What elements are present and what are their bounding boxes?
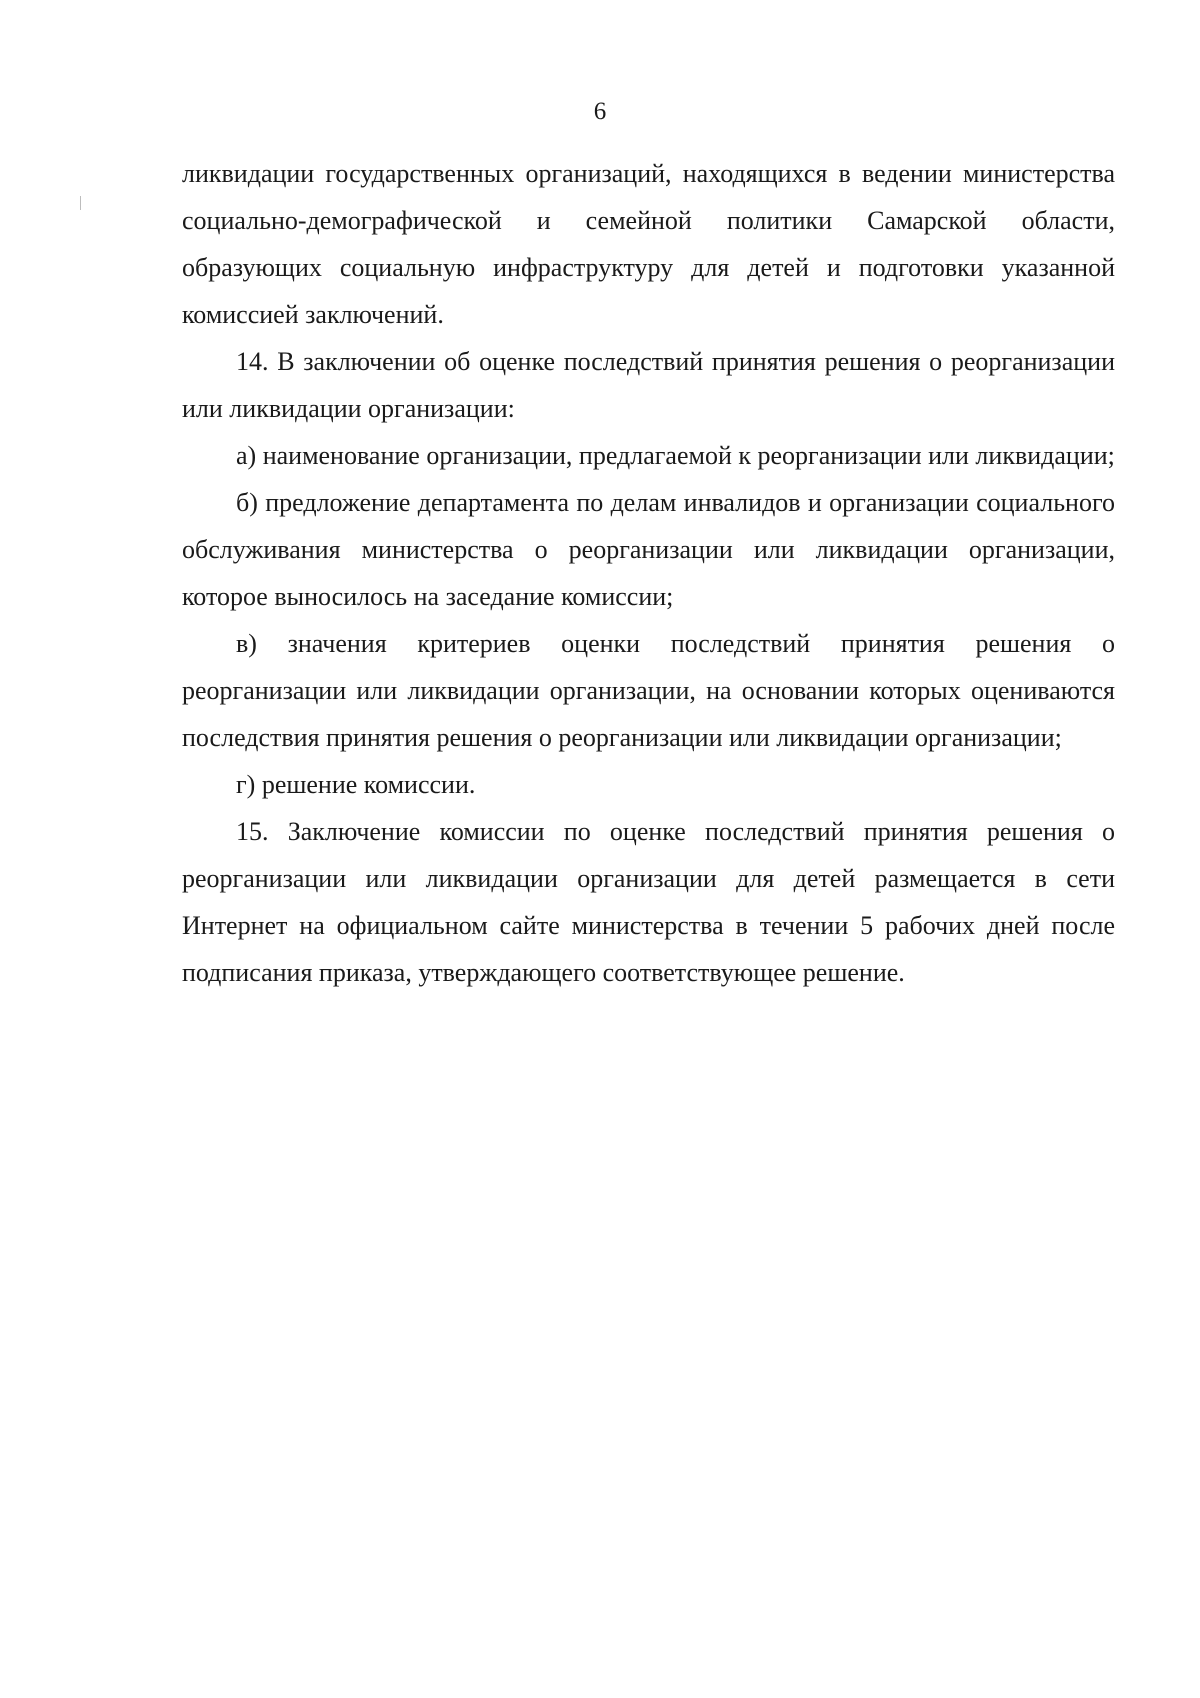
paragraph-item-15: 15. Заключение комиссии по оценке последствий принятия решения о реорганизации или ликвидации организации для детей размещается в сети Интернет на официальном сайте министерства в течении 5 рабочих дней после подписания приказа, утверждающего соответствующее решение. [182, 817, 1115, 987]
paragraph-item-14-g: г) решение комиссии. [236, 770, 476, 799]
scan-artifact [80, 196, 81, 210]
document-body [182, 150, 1115, 996]
paragraph-item-14-b: б) предложение департамента по делам инвалидов и организации социального обслуживания министерства о реорганизации или ликвидации организации, которое выносилось на заседание комиссии; [182, 488, 1115, 611]
paragraph-item-14: 14. В заключении об оценке последствий принятия решения о реорганизации или ликвидации организации: [182, 347, 1115, 423]
paragraph-continuation: ликвидации государственных организаций, находящихся в ведении министерства социально-демографической и семейной политики Самарской области, образующих социальную инфраструктуру для детей и подготовки указанной комиссией заключений. [182, 159, 1115, 329]
page-number: 6 [593, 98, 607, 125]
paragraph-item-14-a: а) наименование организации, предлагаемой к реорганизации или ликвидации; [236, 441, 1115, 470]
paragraph-item-14-v: в) значения критериев оценки последствий принятия решения о реорганизации или ликвидации организации, на основании которых оцениваются последствия принятия решения о реорганизации или ликвидации организации; [182, 629, 1115, 752]
